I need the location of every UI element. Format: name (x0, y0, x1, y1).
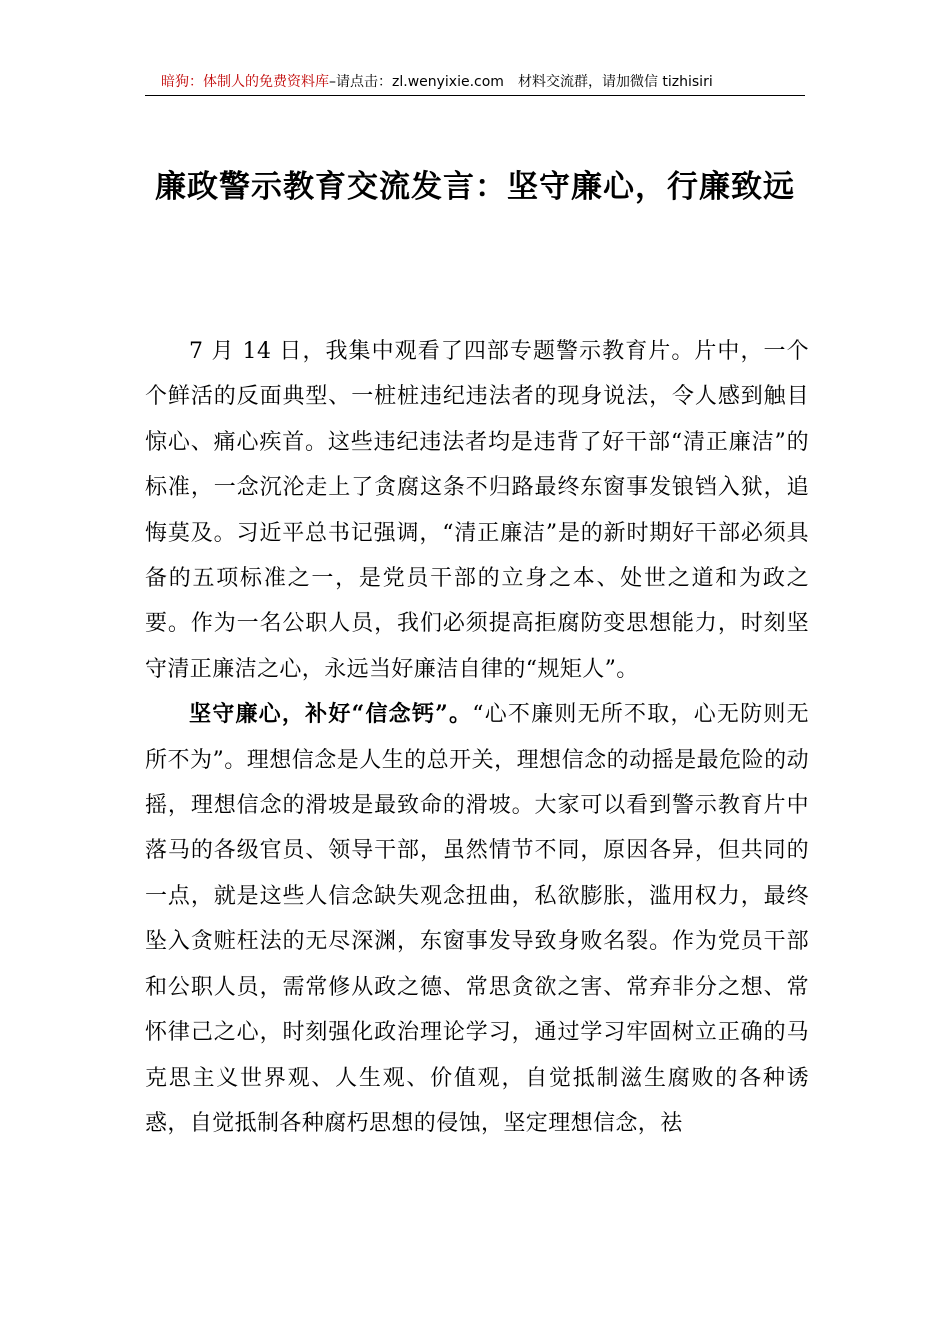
paragraph-intro: 7 月 14 日，我集中观看了四部专题警示教育片。片中，一个个鲜活的反面典型、一桩桩违纪违法者的现身说法，令人感到触目惊心、痛心疾首。这些违纪违法者均是违背了好干部“清正廉洁”的标准，一念沉沦走上了贪腐这条不归路最终东窗事发锒铛入狱，追悔莫及。习近平总书记强调，“清正廉洁”是的新时期好干部必须具备的五项标准之一，是党员干部的立身之本、处世之道和为政之要。作为一名公职人员，我们必须提高拒腐防变思想能力，时刻坚守清正廉洁之心，永远当好廉洁自律的“规矩人”。 (145, 339, 809, 682)
document-title: 廉政警示教育交流发言：坚守廉心，行廉致远 (155, 169, 795, 205)
header-contact-note: 材料交流群，请加微信 tizhisiri (517, 74, 713, 90)
section-body: “心不廉则无所不取，心无防则无所不为”。理想信念是人生的总开关，理想信念的动摇是最危险的动摇，理想信念的滑坡是最致命的滑坡。大家可以看到警示教育片中落马的各级官员、领导干部，虽然情节不同，原因各异，但共同的一点，就是这些人信念缺失观念扭曲，私欲膨胀，滥用权力，最终坠入贪赃枉法的无尽深渊，东窗事发导致身败名裂。作为党员干部和公职人员，需常修从政之德、常思贪欲之害、常弃非分之想、常怀律己之心，时刻强化政治理论学习，通过学习牢固树立正确的马克思主义世界观、人生观、价值观，自觉抵制滋生腐败的各种诱惑，自觉抵制各种腐朽思想的侵蚀，坚定理想信念，祛 (145, 702, 809, 1136)
page-header (145, 70, 805, 96)
header-site-link[interactable]: zl.wenyixie.com (392, 74, 504, 90)
header-click-prompt: –请点击： (329, 74, 392, 90)
document-body (145, 329, 809, 1146)
section-heading: 坚守廉心，补好“信念钙”。 (189, 701, 473, 728)
paragraph-section-1 (145, 692, 809, 1146)
header-site-name: 暗狗：体制人的免费资料库 (161, 74, 329, 90)
